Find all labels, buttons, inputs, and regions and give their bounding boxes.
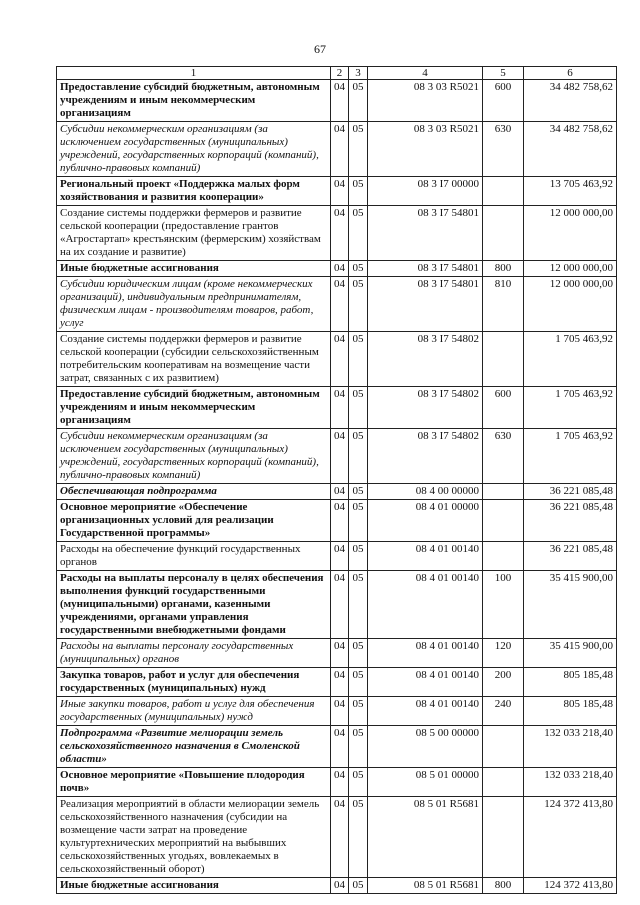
table-row [57, 542, 617, 571]
row-target-code: 08 4 00 00000 [368, 484, 483, 500]
header-col-4: 4 [368, 67, 483, 80]
row-amount: 35 415 900,00 [524, 639, 617, 668]
row-target-code: 08 4 01 00140 [368, 668, 483, 697]
row-subsection: 05 [349, 429, 368, 484]
row-name: Иные бюджетные ассигнования [57, 878, 331, 894]
row-amount: 36 221 085,48 [524, 500, 617, 542]
row-subsection: 05 [349, 387, 368, 429]
table-row [57, 639, 617, 668]
row-section: 04 [331, 697, 349, 726]
row-section: 04 [331, 177, 349, 206]
row-target-code: 08 3 I7 00000 [368, 177, 483, 206]
row-section: 04 [331, 571, 349, 639]
row-subsection: 05 [349, 500, 368, 542]
row-expense-type: 600 [483, 387, 524, 429]
row-target-code: 08 3 I7 54801 [368, 206, 483, 261]
table-row [57, 177, 617, 206]
row-target-code: 08 3 03 R5021 [368, 122, 483, 177]
table-row [57, 484, 617, 500]
row-amount: 35 415 900,00 [524, 571, 617, 639]
row-subsection: 05 [349, 177, 368, 206]
row-name: Закупка товаров, работ и услуг для обеспечения государственных (муниципальных) нужд [57, 668, 331, 697]
table-header-row [57, 67, 617, 80]
row-subsection: 05 [349, 261, 368, 277]
table-row [57, 768, 617, 797]
table-row [57, 429, 617, 484]
row-amount: 805 185,48 [524, 697, 617, 726]
row-section: 04 [331, 484, 349, 500]
row-expense-type: 600 [483, 80, 524, 122]
row-subsection: 05 [349, 639, 368, 668]
budget-table-body [57, 67, 617, 894]
row-name: Реализация мероприятий в области мелиорации земель сельскохозяйственного назначения (субсидии на возмещение части затрат на проведение культуртехнических мероприятий на выбывших сельскохозяйственных угодьях, вовлекаемых в сельскохозяйственный оборот) [57, 797, 331, 878]
row-expense-type: 200 [483, 668, 524, 697]
row-amount: 34 482 758,62 [524, 80, 617, 122]
row-expense-type: 800 [483, 261, 524, 277]
row-subsection: 05 [349, 206, 368, 261]
table-row [57, 261, 617, 277]
header-col-6: 6 [524, 67, 617, 80]
row-name: Подпрограмма «Развитие мелиорации земель сельскохозяйственного назначения в Смоленской области» [57, 726, 331, 768]
row-target-code: 08 3 03 R5021 [368, 80, 483, 122]
row-subsection: 05 [349, 80, 368, 122]
row-amount: 13 705 463,92 [524, 177, 617, 206]
row-target-code: 08 4 01 00140 [368, 542, 483, 571]
row-section: 04 [331, 726, 349, 768]
row-name: Основное мероприятие «Обеспечение организационных условий для реализации Государственной программы» [57, 500, 331, 542]
header-col-2: 2 [331, 67, 349, 80]
row-name: Субсидии некоммерческим организациям (за исключением государственных (муниципальных) учреждений, государственных корпораций (компаний), публично-правовых компаний) [57, 429, 331, 484]
row-section: 04 [331, 542, 349, 571]
row-amount: 12 000 000,00 [524, 261, 617, 277]
row-section: 04 [331, 277, 349, 332]
row-expense-type: 800 [483, 878, 524, 894]
row-subsection: 05 [349, 797, 368, 878]
row-subsection: 05 [349, 726, 368, 768]
row-expense-type [483, 332, 524, 387]
header-col-5: 5 [483, 67, 524, 80]
row-name: Расходы на выплаты персоналу в целях обеспечения выполнения функций государственными (муниципальными) органами, казенными учреждениями, органами управления государственными внебюджетными фондами [57, 571, 331, 639]
row-section: 04 [331, 639, 349, 668]
row-subsection: 05 [349, 697, 368, 726]
table-row [57, 571, 617, 639]
row-expense-type: 120 [483, 639, 524, 668]
row-section: 04 [331, 768, 349, 797]
row-section: 04 [331, 797, 349, 878]
row-name: Обеспечивающая подпрограмма [57, 484, 331, 500]
row-amount: 12 000 000,00 [524, 206, 617, 261]
row-expense-type: 100 [483, 571, 524, 639]
table-row [57, 206, 617, 261]
budget-table [56, 66, 617, 894]
table-row [57, 332, 617, 387]
table-row [57, 387, 617, 429]
row-target-code: 08 3 I7 54802 [368, 387, 483, 429]
row-section: 04 [331, 429, 349, 484]
row-target-code: 08 5 01 00000 [368, 768, 483, 797]
row-section: 04 [331, 80, 349, 122]
row-subsection: 05 [349, 542, 368, 571]
row-subsection: 05 [349, 277, 368, 332]
row-subsection: 05 [349, 768, 368, 797]
row-section: 04 [331, 261, 349, 277]
row-target-code: 08 5 01 R5681 [368, 797, 483, 878]
row-amount: 132 033 218,40 [524, 726, 617, 768]
row-amount: 36 221 085,48 [524, 542, 617, 571]
row-section: 04 [331, 387, 349, 429]
row-name: Иные бюджетные ассигнования [57, 261, 331, 277]
row-amount: 124 372 413,80 [524, 878, 617, 894]
row-target-code: 08 3 I7 54802 [368, 429, 483, 484]
row-name: Иные закупки товаров, работ и услуг для обеспечения государственных (муниципальных) нужд [57, 697, 331, 726]
page-number: 67 [314, 42, 326, 56]
row-target-code: 08 5 01 R5681 [368, 878, 483, 894]
header-col-3: 3 [349, 67, 368, 80]
row-amount: 1 705 463,92 [524, 332, 617, 387]
table-row [57, 697, 617, 726]
row-subsection: 05 [349, 484, 368, 500]
row-amount: 124 372 413,80 [524, 797, 617, 878]
row-amount: 805 185,48 [524, 668, 617, 697]
row-subsection: 05 [349, 571, 368, 639]
row-name: Расходы на обеспечение функций государственных органов [57, 542, 331, 571]
row-expense-type: 810 [483, 277, 524, 332]
table-row [57, 797, 617, 878]
row-section: 04 [331, 332, 349, 387]
row-section: 04 [331, 500, 349, 542]
row-expense-type: 240 [483, 697, 524, 726]
row-expense-type [483, 500, 524, 542]
header-col-1: 1 [57, 67, 331, 80]
row-section: 04 [331, 206, 349, 261]
row-amount: 1 705 463,92 [524, 387, 617, 429]
table-row [57, 80, 617, 122]
row-target-code: 08 3 I7 54802 [368, 332, 483, 387]
row-section: 04 [331, 122, 349, 177]
row-name: Субсидии некоммерческим организациям (за исключением государственных (муниципальных) учреждений, государственных корпораций (компаний), публично-правовых компаний) [57, 122, 331, 177]
row-name: Создание системы поддержки фермеров и развитие сельской кооперации (субсидии сельскохозяйственным потребительским кооперативам на возмещение части затрат, связанных с их развитием) [57, 332, 331, 387]
table-row [57, 726, 617, 768]
row-amount: 1 705 463,92 [524, 429, 617, 484]
row-target-code: 08 5 00 00000 [368, 726, 483, 768]
row-target-code: 08 4 01 00140 [368, 571, 483, 639]
row-amount: 12 000 000,00 [524, 277, 617, 332]
row-section: 04 [331, 878, 349, 894]
row-name: Субсидии юридическим лицам (кроме некоммерческих организаций), индивидуальным предпринимателям, физическим лицам - производителям товаров, работ, услуг [57, 277, 331, 332]
row-subsection: 05 [349, 122, 368, 177]
row-expense-type [483, 542, 524, 571]
row-target-code: 08 4 01 00000 [368, 500, 483, 542]
row-name: Создание системы поддержки фермеров и развитие сельской кооперации (предоставление грантов «Агростартап» крестьянским (фермерским) хозяйствам на их создание и развитие) [57, 206, 331, 261]
table-row [57, 122, 617, 177]
row-subsection: 05 [349, 668, 368, 697]
row-subsection: 05 [349, 332, 368, 387]
row-expense-type [483, 206, 524, 261]
row-amount: 132 033 218,40 [524, 768, 617, 797]
row-expense-type [483, 726, 524, 768]
row-subsection: 05 [349, 878, 368, 894]
row-name: Предоставление субсидий бюджетным, автономным учреждениям и иным некоммерческим организациям [57, 387, 331, 429]
row-name: Предоставление субсидий бюджетным, автономным учреждениям и иным некоммерческим организациям [57, 80, 331, 122]
row-expense-type [483, 797, 524, 878]
table-row [57, 668, 617, 697]
row-target-code: 08 3 I7 54801 [368, 277, 483, 332]
row-target-code: 08 4 01 00140 [368, 697, 483, 726]
row-amount: 36 221 085,48 [524, 484, 617, 500]
row-name: Основное мероприятие «Повышение плодородия почв» [57, 768, 331, 797]
row-target-code: 08 3 I7 54801 [368, 261, 483, 277]
row-name: Региональный проект «Поддержка малых форм хозяйствования и развития кооперации» [57, 177, 331, 206]
table-row [57, 878, 617, 894]
row-expense-type [483, 177, 524, 206]
row-section: 04 [331, 668, 349, 697]
row-expense-type: 630 [483, 429, 524, 484]
table-row [57, 500, 617, 542]
row-name: Расходы на выплаты персоналу государственных (муниципальных) органов [57, 639, 331, 668]
row-target-code: 08 4 01 00140 [368, 639, 483, 668]
row-expense-type [483, 484, 524, 500]
row-expense-type [483, 768, 524, 797]
table-row [57, 277, 617, 332]
row-expense-type: 630 [483, 122, 524, 177]
row-amount: 34 482 758,62 [524, 122, 617, 177]
